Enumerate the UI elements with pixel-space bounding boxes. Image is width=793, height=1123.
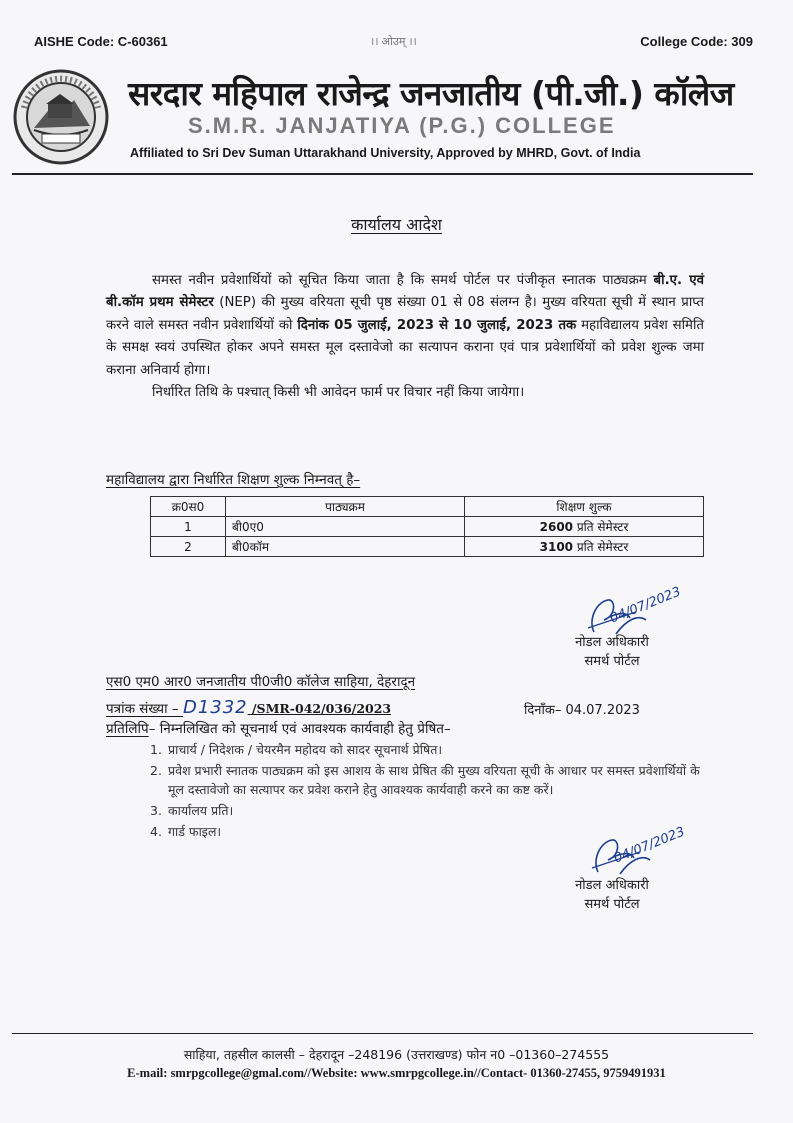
fee-table-header <box>151 497 704 517</box>
fee-table <box>150 496 704 557</box>
order-title: कार्यालय आदेश <box>351 215 442 234</box>
notice-paragraph: समस्त नवीन प्रवेशार्थियों को सूचित किया जाता है कि समर्थ पोर्टल पर पंजीकृत स्नातक पाठ्यक्रम बी.ए. एवं बी.कॉम प्रथम सेमेस्टर (NEP) की मुख्य वरियता सूची पृष्ठ संख्या 01 से 08 संलग्न है। मुख्य वरियता सूची में स्थान प्राप्त करने वाले समस्त नवीन प्रवेशार्थियों को दिनांक 05 जुलाई, 2023 से 10 जुलाई, 2023 तक महाविद्यालय प्रवेश समिति के समक्ष स्वयं उपस्थित होकर अपने समस्त मूल दस्तावेजो का सत्यापन कराना एवं पात्र प्रवेशार्थियों को प्रवेश शुल्क जमा कराना अनिवार्य होगा। निर्धारित तिथि के पश्चात् किसी भी आवेदन फार्म पर विचार नहीं किया जायेगा। <box>106 270 704 404</box>
top-bar <box>34 34 753 54</box>
list-item: 3. कार्यालय प्रति। <box>150 803 234 818</box>
table-row: 1 बी0ए0 2600 प्रति सेमेस्टर <box>151 517 704 537</box>
college-name-hindi: सरदार महिपाल राजेन्द्र जनजातीय (पी.जी.) कॉलेज <box>128 74 734 113</box>
list-item: 2. प्रवेश प्रभारी स्नातक पाठ्यक्रम को इस आशय के साथ प्रेषित की मुख्य वरियता सूची के आधार पर समस्त प्रवेशार्थियों के मूल दस्तावेजो का सत्यापर कर प्रवेश कराने हेतु आवश्यक कार्यवाही करने का कष्ट करें। <box>150 763 700 797</box>
signatory-block-1: नोडल अधिकारी समर्थ पोर्टल <box>575 635 649 669</box>
fee-heading: महाविद्यालय द्वारा निर्धारित शिक्षण शुल्क निम्नवत् है– <box>106 472 361 488</box>
college-issuer-line: एस0 एम0 आर0 जनजातीय पी0जी0 कॉलेज साहिया, देहरादून <box>106 674 416 690</box>
copy-to-heading: प्रतिलिपि– निम्नलिखित को सूचनार्थ एवं आवश्यक कार्यवाही हेतु प्रेषित– <box>106 721 451 737</box>
signature-date: 04/07/2023 <box>611 824 688 867</box>
footer-address: साहिया, तहसील कालसी – देहरादून –248196 (उत्तराखण्ड) फोन न0 –01360–274555 <box>183 1047 610 1062</box>
deadline-note: निर्धारित तिथि के पश्चात् किसी भी आवेदन फार्म पर विचार नहीं किया जायेगा। <box>152 385 525 401</box>
col-fee: शिक्षण शुल्क <box>465 497 704 517</box>
om-invocation: ।। ओउम् ।। <box>370 36 417 48</box>
affiliation-line: Affiliated to Sri Dev Suman Uttarakhand University, Approved by MHRD, Govt. of India <box>130 146 641 160</box>
issue-date: दिनाँक– 04.07.2023 <box>524 703 640 718</box>
signatory-block-2: नोडल अधिकारी समर्थ पोर्टल <box>575 878 649 912</box>
college-code: College Code: 309 <box>640 34 753 49</box>
footer-divider <box>12 1033 753 1034</box>
copy-to-list <box>150 740 706 843</box>
reference-number: पत्रांक संख्या – D1332 /SMR-042/036/2023 <box>106 697 392 718</box>
signature-2 <box>590 824 710 880</box>
col-sno: क्र0स0 <box>151 497 226 517</box>
list-item: 4. गार्ड फाइल। <box>150 824 222 839</box>
col-course: पाठ्यक्रम <box>226 497 465 517</box>
header-divider <box>12 173 753 175</box>
aishe-code: AISHE Code: C-60361 <box>34 34 168 49</box>
college-logo-seal <box>12 68 110 166</box>
ref-handwritten: D1332 <box>182 697 248 718</box>
footer-contact: E-mail: smrpgcollege@gmal.com//Website: www.smrpgcollege.in//Contact- 01360-27455, 9759491931 <box>127 1066 666 1080</box>
college-name-english: S.M.R. JANJATIYA (P.G.) COLLEGE <box>188 113 616 138</box>
table-row: 2 बी0कॉम 3100 प्रति सेमेस्टर <box>151 537 704 557</box>
list-item: 1. प्राचार्य / निदेशक / चेयरमैन महोदय को सादर सूचनार्थ प्रेषित। <box>150 742 443 757</box>
signature-date: 04/07/2023 <box>607 584 684 627</box>
